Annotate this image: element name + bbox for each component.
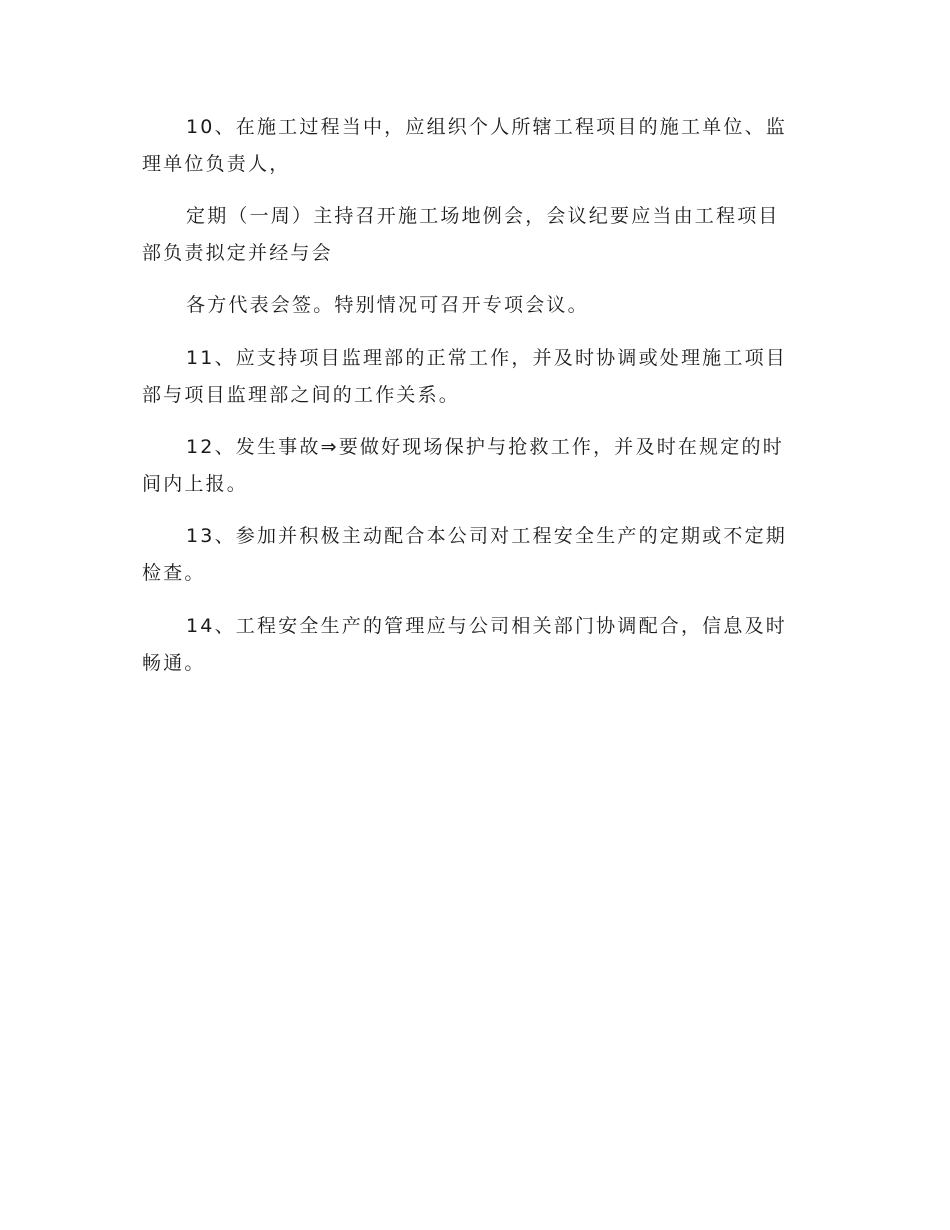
paragraph-meeting <box>142 198 798 272</box>
paragraph-item-13 <box>142 518 798 592</box>
paragraph-line: 12、发生事故⇒要做好现场保护与抢救工作，并及时在规定的时 <box>186 436 784 458</box>
paragraph-item-10 <box>142 109 798 183</box>
paragraph-line: 畅通。 <box>142 652 206 674</box>
paragraph-item-14 <box>142 608 798 682</box>
paragraph-line: 检查。 <box>142 562 206 584</box>
paragraph-line: 10、在施工过程当中，应组织个人所辖工程项目的施工单位、监 <box>186 116 787 138</box>
paragraph-line: 部与项目监理部之间的工作关系。 <box>142 384 461 406</box>
paragraph-line: 13、参加并积极主动配合本公司对工程安全生产的定期或不定期 <box>186 525 787 547</box>
paragraph-line: 各方代表会签。特别情况可召开专项会议。 <box>186 294 589 316</box>
paragraph-line: 理单位负责人， <box>142 153 291 175</box>
paragraph-line: 11、应支持项目监理部的正常工作，并及时协调或处理施工项目 <box>186 347 787 369</box>
paragraph-line: 定期（一周）主持召开施工场地例会，会议纪要应当由工程项目 <box>186 205 780 227</box>
paragraph-item-11 <box>142 340 798 414</box>
paragraph-signoff <box>142 287 798 324</box>
paragraph-line: 14、工程安全生产的管理应与公司相关部门协调配合，信息及时 <box>186 615 787 637</box>
paragraph-line: 部负责拟定并经与会 <box>142 242 333 264</box>
paragraph-item-12 <box>142 429 798 503</box>
paragraph-line: 间内上报。 <box>142 473 249 495</box>
